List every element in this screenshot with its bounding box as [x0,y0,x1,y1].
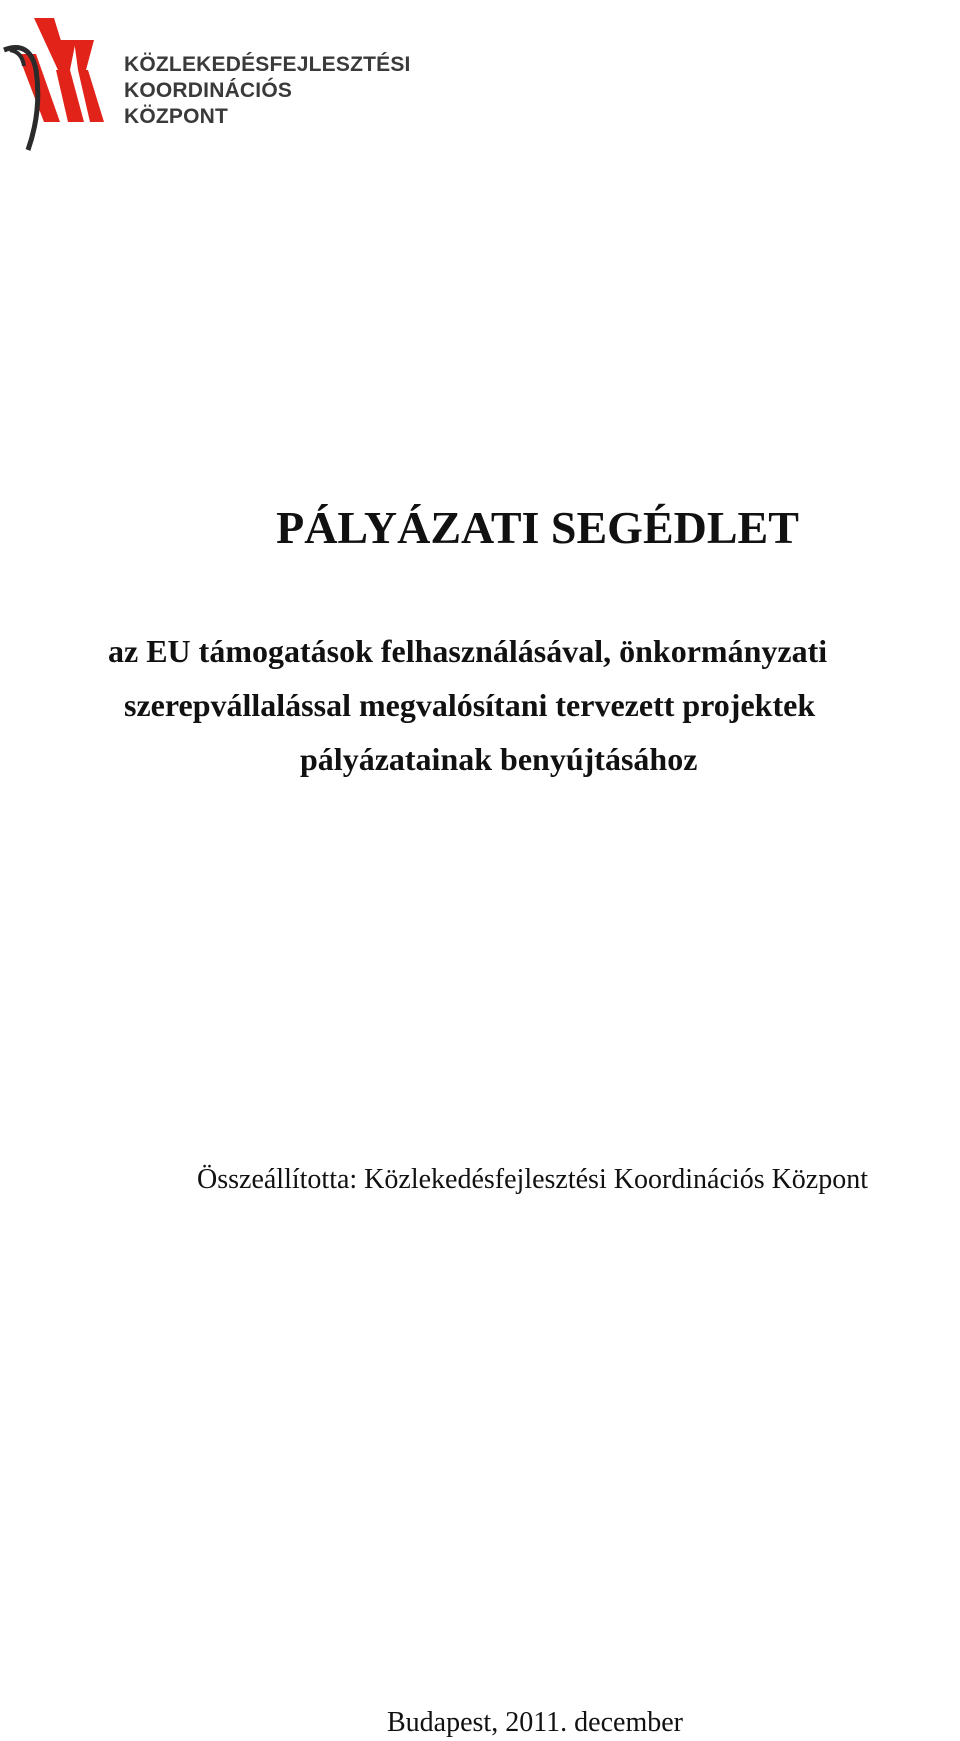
subtitle-line-3: pályázatainak benyújtásához [300,741,698,777]
compiled-by: Összeállította: Közlekedésfejlesztési Koordinációs Központ [197,1164,869,1195]
document-title: PÁLYÁZATI SEGÉDLET [276,502,799,553]
place-and-date: Budapest, 2011. december [387,1707,683,1738]
subtitle-line-1: az EU támogatások felhasználásával, önkormányzati [108,633,828,669]
logo-wordmark [124,52,411,130]
kkk-logo-icon [0,10,112,155]
logo-line-2: KOORDINÁCIÓS [124,79,293,102]
organization-logo [0,0,411,160]
subtitle-line-2: szerepvállalással megvalósítani tervezett projektek [124,687,816,723]
logo-line-1: KÖZLEKEDÉSFEJLESZTÉSI [124,53,411,76]
logo-line-3: KÖZPONT [124,105,229,128]
